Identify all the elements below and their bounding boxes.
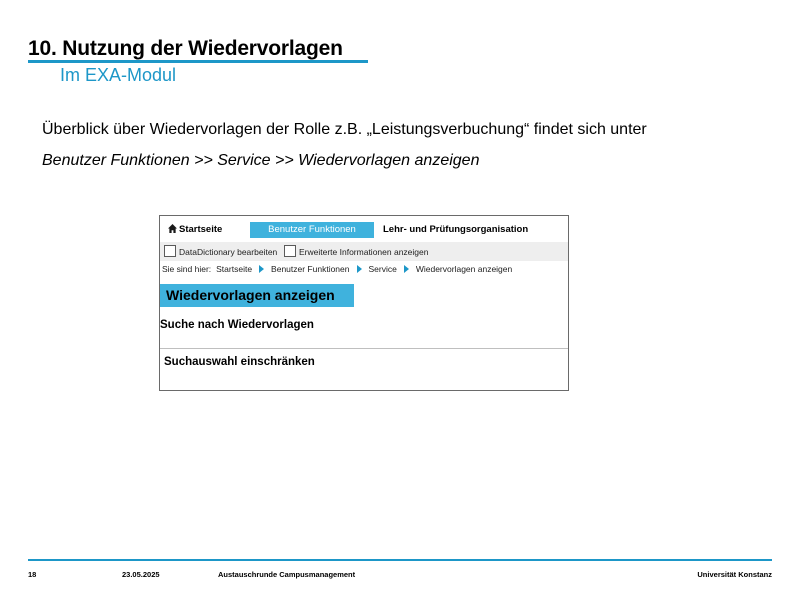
chevron-right-icon [404,265,409,273]
breadcrumb [162,264,512,274]
slide-title: 10. Nutzung der Wiedervorlagen [28,37,343,60]
extended-info-label: Erweiterte Informationen anzeigen [299,247,429,257]
options-bar [160,242,568,261]
data-dictionary-label: DataDictionary bearbeiten [179,247,278,257]
title-underline [28,60,368,63]
nav-home-label: Startseite [179,224,223,235]
embedded-screenshot [159,215,569,391]
extended-info-checkbox[interactable] [284,245,296,257]
footer-rule [28,559,772,561]
nav-home-link[interactable] [168,224,222,235]
navigation-path-text: Benutzer Funktionen >> Service >> Wiedervorlagen anzeigen [42,152,480,169]
search-section-heading: Suche nach Wiedervorlagen [160,319,314,331]
tab-lehr-und-pruefungsorganisation[interactable]: Lehr- und Prüfungsorganisation [383,224,529,235]
tab-benutzer-funktionen[interactable]: Benutzer Funktionen [250,222,374,238]
option-extended-info[interactable] [284,245,428,257]
breadcrumb-item-service[interactable]: Service [368,264,397,274]
footer-event: Austauschrunde Campusmanagement [218,570,356,579]
footer-organization: Universität Konstanz [697,570,772,579]
page-heading: Wiedervorlagen anzeigen [160,284,354,307]
intro-text: Überblick über Wiedervorlagen der Rolle z.B. „Leistungsverbuchung“ findet sich unter [42,121,647,138]
breadcrumb-item-startseite[interactable]: Startseite [216,264,253,274]
footer-date: 23.05.2025 [122,570,160,579]
chevron-right-icon [259,265,264,273]
chevron-right-icon [357,265,362,273]
slide-subtitle: Im EXA-Modul [60,65,177,85]
breadcrumb-item-wiedervorlagen: Wiedervorlagen anzeigen [415,264,513,274]
top-navigation [160,216,568,242]
section-divider [160,348,568,349]
breadcrumb-item-benutzer-funktionen[interactable]: Benutzer Funktionen [271,264,350,274]
footer-page-number: 18 [28,570,37,579]
option-data-dictionary[interactable] [164,245,277,257]
breadcrumb-prefix: Sie sind hier: [162,264,212,274]
restrict-search-toggle[interactable]: Suchauswahl einschränken [164,356,315,368]
data-dictionary-checkbox[interactable] [164,245,176,257]
home-icon [168,224,177,233]
